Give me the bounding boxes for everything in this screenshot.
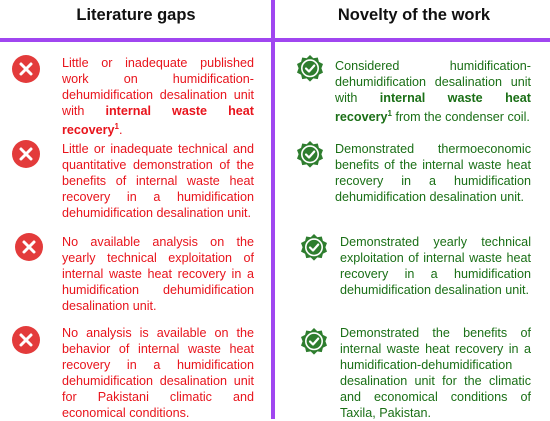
check-badge-icon — [299, 327, 329, 357]
x-circle-icon — [11, 139, 41, 169]
x-circle-icon — [14, 232, 44, 262]
x-circle-icon — [11, 325, 41, 355]
x-circle-icon — [11, 54, 41, 84]
novelty-item-2: Demonstrated thermoeconomic benefits of the internal waste heat recovery in a humidification dehumidification desalination unit. — [335, 142, 531, 204]
novelty-item-4: Demonstrated the benefits of internal waste heat recovery in a humidification-dehumidification desalination unit for the climatic and economical conditions of Taxila, Pakistan. — [340, 326, 531, 420]
novelty-item-3: Demonstrated yearly technical exploitation of internal waste heat recovery in a humidification dehumidification desalination unit. — [340, 235, 531, 297]
check-badge-icon — [295, 54, 325, 84]
check-badge-icon — [299, 233, 329, 263]
gap-item-3: No available analysis on the yearly technical exploitation of internal waste heat recovery in a humidification dehumidification desalination unit. — [62, 235, 254, 313]
check-badge-icon — [295, 140, 325, 170]
header-literature-gaps: Literature gaps — [76, 6, 196, 24]
gap-item-2: Little or inadequate technical and quantitative demonstration of the benefits of internal waste heat recovery in a humidification dehumidification desalination unit. — [62, 142, 254, 220]
vertical-divider — [271, 0, 275, 419]
gap-item-1: Little or inadequate published work on humidification-dehumidification desalination unit with internal waste heat recovery$^1$. — [62, 56, 254, 138]
novelty-item-1: Considered humidification-dehumidification desalination unit with internal waste heat recovery$^1$ from the condenser coil. — [335, 59, 531, 125]
horizontal-divider — [0, 38, 550, 42]
gap-item-4: No analysis is available on the behavior of internal waste heat recovery in a humidification dehumidification desalination unit for Pakistani climatic and economical conditions. — [62, 326, 254, 420]
header-novelty: Novelty of the work — [337, 6, 491, 24]
